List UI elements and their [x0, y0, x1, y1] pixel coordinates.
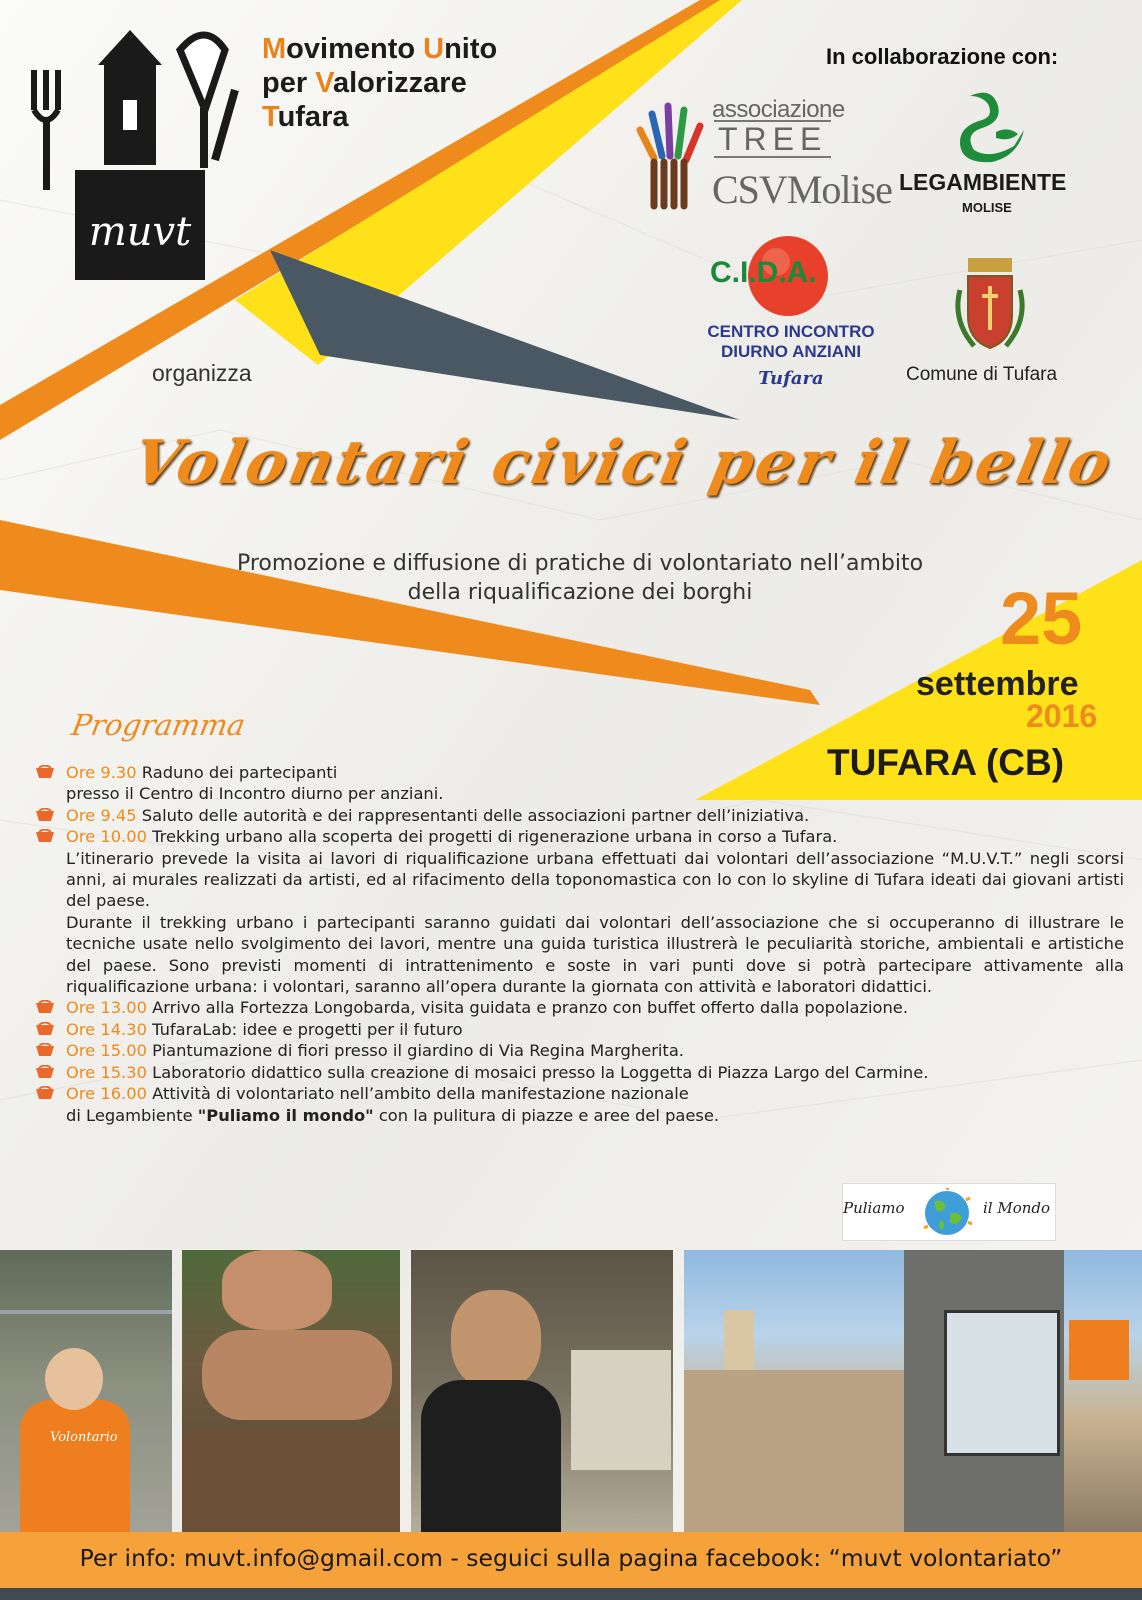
program-text: Attività di volontariato nell’ambito della manifestazione nazionale: [146, 1084, 689, 1104]
program-item: [34, 762, 1124, 805]
program-text: Raduno dei partecipanti: [136, 763, 338, 782]
comune-tufara-label: Comune di Tufara: [906, 364, 1058, 385]
program-text: Piantumazione di fiori presso il giardino di Via Regina Margherita.: [146, 1041, 684, 1061]
collaboration-title: In collaborazione con:: [826, 44, 1059, 69]
earth-globe-icon: [922, 1188, 972, 1238]
event-subtitle: Promozione e diffusione di pratiche di volontariato nell’ambito della riqualificazione dei borghi: [236, 551, 924, 605]
photo-planting: [182, 1250, 400, 1533]
bottom-strip: [0, 1588, 1142, 1600]
event-day: 25: [1000, 577, 1083, 660]
legambiente-region: MOLISE: [962, 200, 1012, 215]
program-item: [34, 1083, 1124, 1126]
legambiente-swan-logo: [952, 86, 1032, 166]
event-title: Volontari civici per il bello: [126, 428, 1120, 498]
event-year: 2016: [1026, 698, 1098, 734]
organizer-name: Movimento Unito per Valorizzare Tufara: [262, 33, 498, 133]
bucket-bullet-icon: [34, 829, 56, 843]
photo-painting: [411, 1250, 673, 1533]
program-continuation: presso il Centro di Incontro diurno per anziani.: [66, 784, 444, 804]
muvt-logo: [20, 20, 250, 290]
program-continuation: L’itinerario prevede la visita ai lavori di riqualificazione urbana effettuati dai volontari dell’associazione “M.U.V.T.” negli scorsi anni, ai murales realizzati da artisti, ed al rifacimento della toponomastica con lo con lo skyline di Tufara ideati dai giovani artisti del paese.: [66, 848, 1124, 911]
photo-town-mural: [684, 1250, 1142, 1533]
footer-contact: Per info: muvt.info@gmail.com - seguici sulla pagina facebook: “muvt volontariato”: [79, 1544, 1063, 1572]
program-continuation: Durante il trekking urbano i partecipanti saranno guidati dai volontari dell’associazione che si occuperanno di illustrare le tecniche usate nello svolgimento dei lavori, mentre una guida turistica illustrerà le peculiarità storiche, ambientali e artistiche del paese. Sono previsti momenti di intrattenimento e soste in vari punti dove si potrà partecipare attivamente alla riqualificazione urbana: i volontari, saranno all’opera durante la giornata con attività e laboratori didattici.: [66, 912, 1124, 997]
tree-association-label: associazione: [712, 96, 845, 123]
puliamo-badge-right: il Mondo: [983, 1199, 1051, 1217]
tree-hands-logo: [632, 100, 708, 212]
cida-description: CENTRO INCONTRO DIURNO ANZIANI: [707, 322, 875, 361]
program-time: Ore 15.30: [66, 1062, 147, 1082]
program-time: Ore 13.00: [66, 998, 147, 1018]
bucket-bullet-icon: [34, 1043, 56, 1057]
program-time: Ore 10.00: [66, 827, 147, 847]
program-text: Laboratorio didattico sulla creazione di mosaici presso la Loggetta di Piazza Largo del Carmine.: [146, 1062, 929, 1082]
event-place: TUFARA (CB): [827, 742, 1065, 783]
program-text: Saluto delle autorità e dei rappresentanti delle associazioni partner dell’iniziativa.: [136, 805, 810, 825]
muvt-logo-text: muvt: [88, 209, 192, 255]
program-item: [34, 1062, 1124, 1083]
cida-town: Tufara: [758, 368, 824, 389]
bucket-bullet-icon: [34, 1022, 56, 1036]
puliamo-campaign-name: "Puliamo il mondo": [197, 1105, 374, 1125]
program-time: Ore 9.30: [66, 763, 137, 782]
cida-name: C.I.D.A.: [710, 256, 817, 289]
bucket-bullet-icon: [34, 1065, 56, 1079]
program-time: Ore 16.00: [66, 1084, 147, 1104]
bucket-bullet-icon: [34, 1086, 56, 1100]
program-title: Programma: [69, 708, 248, 742]
program-item: [34, 805, 1124, 826]
tree-name: TREE: [714, 120, 831, 158]
program-item: [34, 997, 1124, 1018]
volunteer-shirt-text: Volontario: [50, 1430, 118, 1445]
program-list: [34, 762, 1124, 1126]
photo-strip: [0, 1250, 1142, 1533]
bucket-bullet-icon: [34, 808, 56, 822]
photo-volunteers-wall: [0, 1250, 172, 1533]
legambiente-name: LEGAMBIENTE: [899, 169, 1067, 195]
bucket-bullet-icon: [34, 1000, 56, 1014]
csv-molise-name: CSVMolise: [712, 167, 892, 212]
tufara-coat-of-arms: [944, 250, 1036, 358]
program-continuation: di Legambiente "Puliamo il mondo" con la pulitura di piazze e aree del paese.: [66, 1105, 720, 1125]
program-text: Trekking urbano alla scoperta dei progetti di rigenerazione urbana in corso a Tufara.: [146, 827, 838, 847]
program-text: Arrivo alla Fortezza Longobarda, visita guidata e pranzo con buffet offerto dalla popolazione.: [146, 998, 908, 1018]
program-time: Ore 15.00: [66, 1041, 147, 1061]
program-time: Ore 14.30: [66, 1019, 147, 1039]
bucket-bullet-icon: [34, 765, 56, 779]
program-item: [34, 1040, 1124, 1061]
program-time: Ore 9.45: [66, 805, 137, 825]
event-month: settembre: [916, 665, 1079, 703]
program-text: TufaraLab: idee e progetti per il futuro: [146, 1019, 463, 1039]
organizza-label: organizza: [152, 360, 252, 386]
program-item: [34, 1019, 1124, 1040]
program-item: [34, 826, 1124, 997]
puliamo-badge-left: Puliamo: [843, 1199, 905, 1217]
